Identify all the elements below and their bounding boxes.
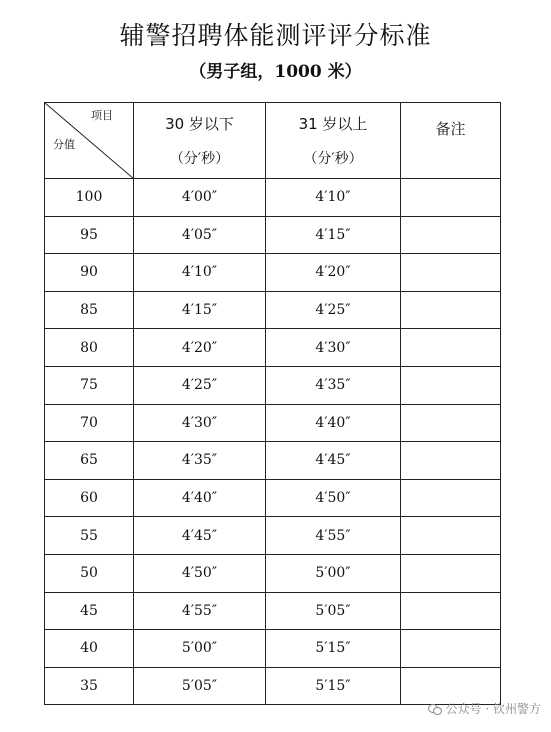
table-row — [45, 592, 501, 630]
header-over-31 — [266, 103, 401, 179]
wechat-icon — [428, 703, 442, 714]
header-under-30 — [134, 103, 266, 179]
over-31-time-cell: 4′35″ — [266, 366, 401, 404]
over-31-time-cell: 4′45″ — [266, 442, 401, 480]
over-31-time-cell: 4′10″ — [266, 179, 401, 217]
note-cell — [401, 291, 501, 329]
score-cell: 60 — [45, 479, 134, 517]
note-cell — [401, 254, 501, 292]
header-row — [45, 103, 501, 179]
header-over-31-unit: （分′秒） — [303, 151, 363, 167]
score-cell: 55 — [45, 517, 134, 555]
over-31-time-cell: 4′15″ — [266, 216, 401, 254]
note-cell — [401, 329, 501, 367]
note-cell — [401, 554, 501, 592]
over-31-time-cell: 4′55″ — [266, 517, 401, 555]
under-30-time-cell: 4′55″ — [134, 592, 266, 630]
note-cell — [401, 479, 501, 517]
over-31-time-cell: 4′30″ — [266, 329, 401, 367]
score-cell: 85 — [45, 291, 134, 329]
table-row — [45, 291, 501, 329]
score-cell: 70 — [45, 404, 134, 442]
corner-header-cell — [45, 103, 134, 179]
under-30-time-cell: 4′35″ — [134, 442, 266, 480]
under-30-time-cell: 4′25″ — [134, 366, 266, 404]
note-cell — [401, 179, 501, 217]
table-row — [45, 479, 501, 517]
note-cell — [401, 404, 501, 442]
score-table — [44, 102, 501, 705]
table-row — [45, 442, 501, 480]
table-row — [45, 254, 501, 292]
under-30-time-cell: 4′20″ — [134, 329, 266, 367]
under-30-time-cell: 4′00″ — [134, 179, 266, 217]
table-row — [45, 517, 501, 555]
under-30-time-cell: 5′00″ — [134, 630, 266, 668]
note-cell — [401, 517, 501, 555]
score-cell: 90 — [45, 254, 134, 292]
score-cell: 95 — [45, 216, 134, 254]
page-title: 辅警招聘体能测评评分标准 — [119, 21, 432, 50]
under-30-time-cell: 4′10″ — [134, 254, 266, 292]
header-under-30-unit: （分′秒） — [169, 151, 230, 167]
note-cell — [401, 216, 501, 254]
note-cell — [401, 442, 501, 480]
table-row — [45, 404, 501, 442]
watermark — [428, 700, 541, 717]
under-30-time-cell: 5′05″ — [134, 667, 266, 705]
under-30-time-cell: 4′05″ — [134, 216, 266, 254]
under-30-time-cell: 4′40″ — [134, 479, 266, 517]
corner-label-item: 项目 — [91, 109, 113, 122]
header-note-title: 备注 — [435, 120, 466, 138]
over-31-time-cell: 5′15″ — [266, 630, 401, 668]
score-cell: 40 — [45, 630, 134, 668]
header-over-31-title: 31 岁以上 — [298, 115, 368, 133]
under-30-time-cell: 4′45″ — [134, 517, 266, 555]
watermark-text: 公众号 · 钦州警方 — [445, 702, 541, 716]
table-row — [45, 630, 501, 668]
score-cell: 80 — [45, 329, 134, 367]
over-31-time-cell: 4′40″ — [266, 404, 401, 442]
note-cell — [401, 366, 501, 404]
table-row — [45, 329, 501, 367]
header-note — [401, 103, 501, 179]
table-row — [45, 216, 501, 254]
table-row — [45, 554, 501, 592]
header-under-30-title: 30 岁以下 — [165, 115, 234, 133]
under-30-time-cell: 4′50″ — [134, 554, 266, 592]
page-subtitle: （男子组，1000 米） — [189, 62, 362, 82]
score-cell: 75 — [45, 366, 134, 404]
over-31-time-cell: 4′50″ — [266, 479, 401, 517]
note-cell — [401, 630, 501, 668]
score-cell: 50 — [45, 554, 134, 592]
table-row — [45, 366, 501, 404]
score-cell: 45 — [45, 592, 134, 630]
over-31-time-cell: 5′05″ — [266, 592, 401, 630]
table-row — [45, 179, 501, 217]
under-30-time-cell: 4′30″ — [134, 404, 266, 442]
over-31-time-cell: 5′00″ — [266, 554, 401, 592]
corner-label-score: 分值 — [53, 138, 75, 151]
note-cell — [401, 592, 501, 630]
score-cell: 65 — [45, 442, 134, 480]
score-cell: 100 — [45, 179, 134, 217]
score-cell: 35 — [45, 667, 134, 705]
over-31-time-cell: 4′25″ — [266, 291, 401, 329]
under-30-time-cell: 4′15″ — [134, 291, 266, 329]
over-31-time-cell: 5′15″ — [266, 667, 401, 705]
over-31-time-cell: 4′20″ — [266, 254, 401, 292]
